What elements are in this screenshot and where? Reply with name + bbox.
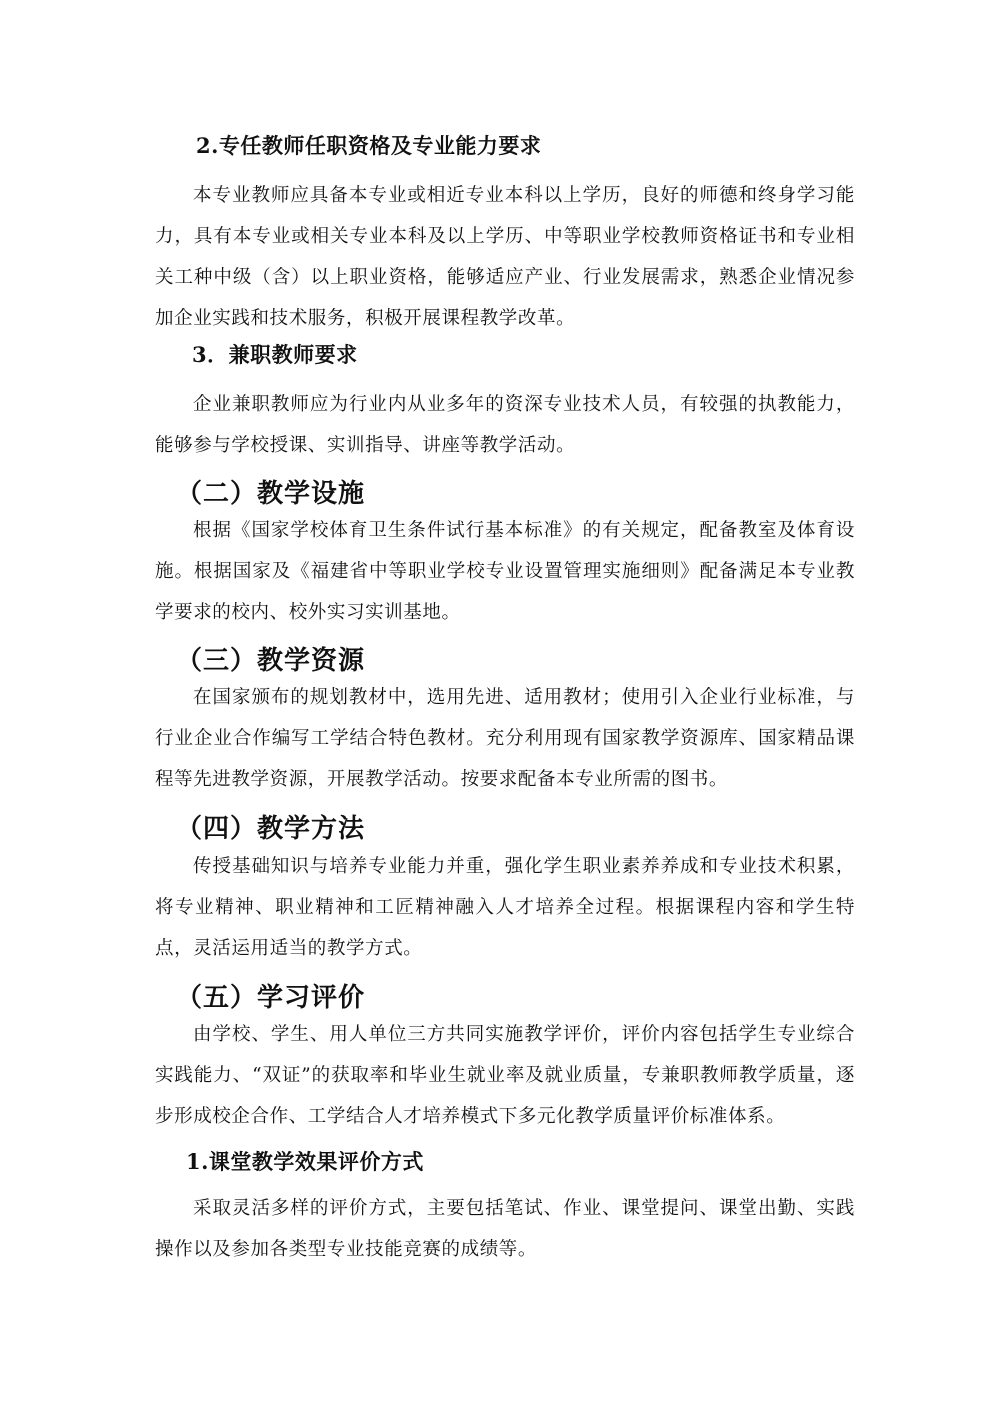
paragraph-parttime-teacher: 企业兼职教师应为行业内从业多年的资深专业技术人员，有较强的执教能力，能够参与学校授课、实训指导、讲座等教学活动。 bbox=[155, 394, 855, 456]
paragraph-teaching-facilities: 根据《国家学校体育卫生条件试行基本标准》的有关规定，配备教室及体育设施。根据国家及《福建省中等职业学校专业设置管理实施细则》配备满足本专业教学要求的校内、校外实习实训基地。 bbox=[155, 520, 855, 623]
heading-classroom-evaluation: 1.课堂教学效果评价方式 bbox=[186, 1149, 424, 1174]
paragraph-teacher-qualification: 本专业教师应具备本专业或相近专业本科以上学历，良好的师德和终身学习能力，具有本专业或相关专业本科及以上学历、中等职业学校教师资格证书和专业相关工种中级（含）以上职业资格，能够适应产业、行业发展需求，熟悉企业情况参加企业实践和技术服务，积极开展课程教学改革。 bbox=[155, 185, 855, 329]
heading-teacher-qualification: 2.专任教师任职资格及专业能力要求 bbox=[196, 133, 542, 158]
paragraph-teaching-resources: 在国家颁布的规划教材中，选用先进、适用教材；使用引入企业行业标准，与行业企业合作编写工学结合特色教材。充分利用现有国家教学资源库、国家精品课程等先进教学资源，开展教学活动。按要求配备本专业所需的图书。 bbox=[155, 687, 855, 790]
paragraph-teaching-methods: 传授基础知识与培养专业能力并重，强化学生职业素养养成和专业技术积累，将专业精神、职业精神和工匠精神融入人才培养全过程。根据课程内容和学生特点，灵活运用适当的教学方式。 bbox=[155, 856, 855, 959]
paragraph-classroom-evaluation: 采取灵活多样的评价方式，主要包括笔试、作业、课堂提问、课堂出勤、实践操作以及参加各类型专业技能竞赛的成绩等。 bbox=[155, 1198, 855, 1260]
heading-teaching-resources: （三）教学资源 bbox=[176, 646, 366, 676]
heading-teaching-facilities: （二）教学设施 bbox=[176, 479, 366, 509]
paragraph-learning-evaluation: 由学校、学生、用人单位三方共同实施教学评价，评价内容包括学生专业综合实践能力、“双证”的获取率和毕业生就业率及就业质量，专兼职教师教学质量，逐步形成校企合作、工学结合人才培养模式下多元化教学质量评价标准体系。 bbox=[155, 1024, 855, 1127]
heading-parttime-teacher: 3．兼职教师要求 bbox=[192, 342, 358, 367]
heading-learning-evaluation: （五）学习评价 bbox=[176, 983, 366, 1013]
heading-teaching-methods: （四）教学方法 bbox=[176, 814, 366, 844]
